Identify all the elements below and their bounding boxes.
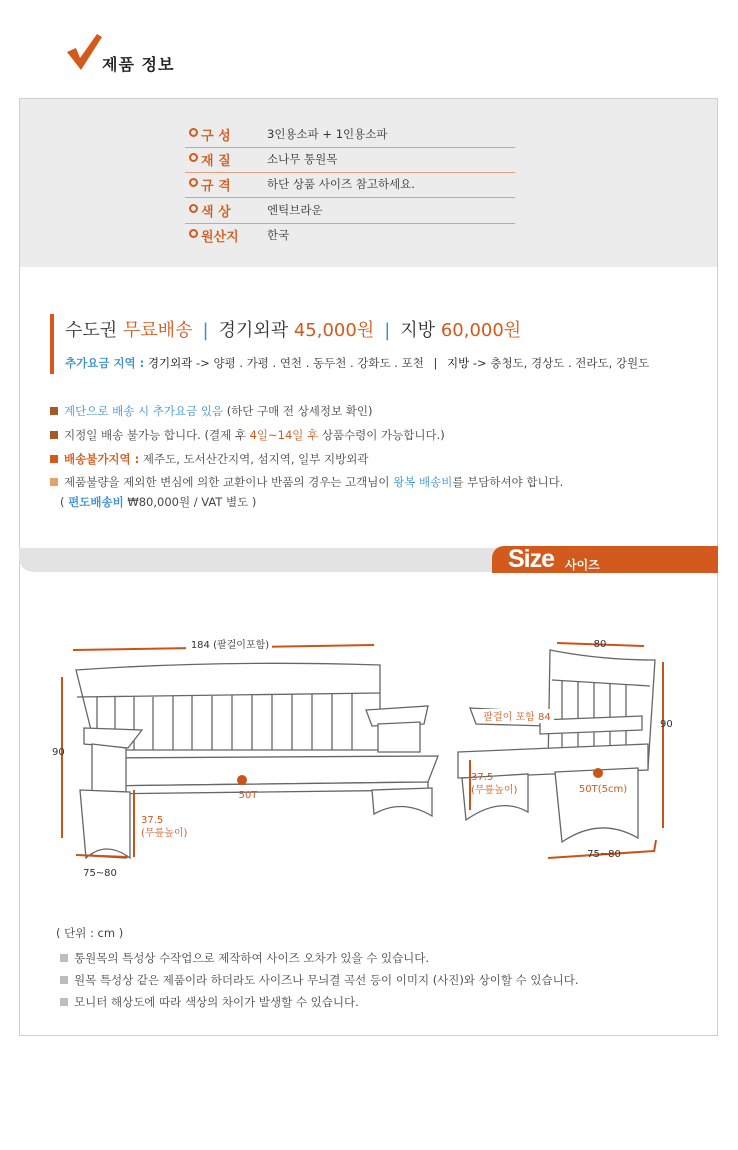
sofa3-thickness-marker [237, 775, 247, 785]
note-date [50, 427, 445, 443]
sofa3-width-label: 184 (팔걸이포함) [190, 640, 270, 651]
sofa1-depth-label: 75~80 [587, 849, 621, 860]
free-shipping: 무료배송 [122, 320, 193, 341]
bullet-icon [50, 455, 58, 463]
footer-note-text: 모니터 해상도에 따라 색상의 차이가 발생할 수 있습니다. [74, 995, 359, 1009]
page-title: 제품 정보 [102, 55, 175, 74]
footer-note-2 [60, 972, 579, 988]
spec-label: 구 성 [201, 129, 231, 144]
spec-label: 원산지 [201, 230, 239, 245]
note-return-b: 왕복 배송비 [393, 475, 453, 489]
checkmark-icon [64, 32, 104, 72]
shipping-fees [65, 316, 521, 342]
bullet-icon [189, 153, 198, 162]
bullet-icon [189, 178, 198, 187]
spec-row-color [185, 198, 515, 224]
size-divider-bar [19, 548, 499, 572]
sofa1-knee-text: (무릎높이) [471, 785, 518, 796]
footer-note-3 [60, 994, 359, 1010]
sofa3-depth-label: 75~80 [83, 868, 117, 879]
note-date-c: 상품수령이 가능합니다.) [318, 428, 445, 442]
bullet-icon [50, 431, 58, 439]
divider: | [384, 320, 391, 341]
bullet-icon [60, 954, 68, 962]
spec-value: 한국 [267, 228, 290, 242]
spec-value: 소나무 통원목 [267, 152, 338, 166]
footer-note-text: 통원목의 특성상 수작업으로 제작하여 사이즈 오차가 있을 수 있습니다. [74, 951, 430, 965]
region-label: 지방 [400, 320, 436, 341]
spec-row-dimension [185, 172, 515, 198]
footer-note-text: 원목 특성상 같은 제품이라 하더라도 사이즈나 무늬결 곡선 등이 이미지 (사진)와 상이할 수 있습니다. [74, 973, 579, 987]
gyeonggi-label: 경기외곽 [218, 320, 289, 341]
spec-label: 규 격 [201, 179, 231, 194]
bullet-icon [60, 998, 68, 1006]
note-stairs-rest: (하단 구매 전 상세정보 확인) [226, 404, 373, 418]
spec-value: 하단 상품 사이즈 참고하세요. [267, 177, 415, 191]
note-oneway-b: 편도배송비 [68, 495, 124, 509]
note-stairs [50, 403, 373, 419]
bullet-icon [50, 478, 58, 486]
three-seat-sofa-drawing [76, 663, 438, 858]
note-return-a: 제품불량을 제외한 변심에 의한 교환이나 반품의 경우는 고객님이 [64, 475, 394, 489]
extra-region: 지방 [447, 356, 470, 370]
extra-gyeonggi: 경기외곽 [147, 356, 193, 370]
note-stairs-highlight: 계단으로 배송 시 추가요금 있음 [64, 404, 224, 418]
sofa1-width-label: 80 [593, 639, 607, 650]
note-date-b: 4일~14일 후 [249, 428, 319, 442]
spec-label: 색 상 [201, 205, 231, 220]
note-return [50, 474, 563, 490]
note-oneway [60, 494, 256, 510]
shipping-accent-bar [50, 314, 54, 374]
extra-fee-label: 추가요금 지역 : [65, 356, 145, 370]
spec-row-composition [185, 122, 515, 148]
note-oneway-c: ₩80,000원 / VAT 별도 ) [123, 495, 257, 509]
footer-note-1 [60, 950, 429, 966]
sofa1-height-label: 90 [660, 719, 673, 730]
divider: | [433, 356, 438, 370]
bullet-icon [60, 976, 68, 984]
bullet-icon [189, 229, 198, 238]
spec-value: 3인용소파 + 1인용소파 [267, 127, 388, 141]
bullet-icon [189, 204, 198, 213]
size-title: Size [508, 545, 555, 573]
sofa3-knee-text: (무릎높이) [141, 828, 188, 839]
bullet-icon [50, 407, 58, 415]
spec-row-origin [185, 223, 515, 248]
single-seat-sofa-drawing [458, 650, 655, 842]
note-unavailable [50, 451, 368, 467]
sofa3-height-label: 90 [52, 747, 65, 758]
extra-fee-regions [65, 355, 649, 371]
region-price: 60,000원 [440, 320, 522, 341]
note-unavailable-rest: 제주도, 도서산간지역, 섬지역, 일부 지방외곽 [139, 452, 369, 466]
size-subtitle: 사이즈 [565, 558, 600, 572]
bullet-icon [189, 128, 198, 137]
spec-value: 엔틱브라운 [267, 203, 323, 217]
size-diagram [0, 620, 738, 890]
sofa1-arm-label: 팔걸이 포함 84 [483, 712, 551, 723]
extra-region-list: -> 충청도, 경상도 . 전라도, 강원도 [472, 356, 650, 370]
unit-label: ( 단위 : cm ) [56, 926, 124, 940]
sofa1-thickness-marker [593, 768, 603, 778]
sofa1-thickness-label: 50T(5cm) [578, 784, 628, 795]
sofa3-thickness-label: 50T [238, 790, 258, 801]
sofa1-knee-label: 37.5 [471, 772, 494, 783]
spec-row-material [185, 147, 515, 173]
note-return-c: 를 부담하셔야 합니다. [452, 475, 564, 489]
note-oneway-a: ( [60, 495, 69, 509]
gyeonggi-price: 45,000원 [293, 320, 375, 341]
divider: | [202, 320, 209, 341]
sofa3-knee-label: 37.5 [141, 815, 164, 826]
note-date-a: 지정일 배송 불가능 합니다. (결제 후 [64, 428, 250, 442]
spec-label: 재 질 [201, 154, 231, 169]
extra-gyeonggi-list: -> 양평 . 가평 . 연천 . 동두천 . 강화도 . 포천 [196, 356, 424, 370]
note-unavailable-label: 배송불가지역 : [64, 452, 140, 466]
capital-label: 수도권 [65, 320, 118, 341]
